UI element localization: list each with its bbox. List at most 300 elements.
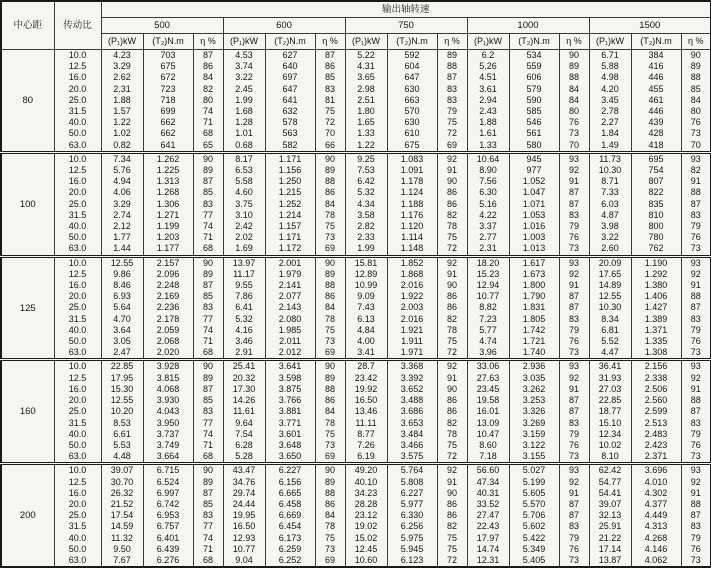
efficiency-cell: 68 <box>193 555 223 567</box>
torque-cell: 1.171 <box>265 152 315 165</box>
power-cell: 3.58 <box>345 210 387 221</box>
ratio-cell: 40.0 <box>54 533 101 544</box>
power-cell: 62.42 <box>589 464 631 477</box>
efficiency-cell: 73 <box>681 555 711 567</box>
efficiency-cell: 82 <box>437 210 467 221</box>
power-cell: 2.27 <box>589 117 631 128</box>
efficiency-cell: 71 <box>193 440 223 451</box>
torque-cell: 5.199 <box>509 477 559 488</box>
efficiency-cell: 89 <box>315 269 345 280</box>
torque-cell: 6.123 <box>387 555 437 567</box>
torque-cell: 1.172 <box>265 243 315 256</box>
table-row <box>1 106 711 117</box>
ratio-cell: 12.5 <box>54 61 101 72</box>
power-cell: 6.81 <box>589 325 631 336</box>
torque-cell: 5.975 <box>387 533 437 544</box>
power-cell: 9.64 <box>223 418 265 429</box>
torque-cell: 3.928 <box>143 360 193 373</box>
efficiency-cell: 87 <box>559 302 589 313</box>
torque-cell: 3.155 <box>509 451 559 464</box>
power-col-header: (P₁)kW <box>101 34 143 50</box>
efficiency-cell: 91 <box>559 280 589 291</box>
power-cell: 8.60 <box>467 440 509 451</box>
efficiency-cell: 88 <box>315 280 345 291</box>
power-cell: 5.76 <box>101 165 143 176</box>
ratio-cell: 10.0 <box>54 256 101 269</box>
efficiency-cell: 87 <box>681 406 711 417</box>
power-cell: 11.17 <box>223 269 265 280</box>
power-cell: 3.22 <box>223 72 265 83</box>
power-col-header: (P₁)kW <box>345 34 387 50</box>
torque-cell: 1.306 <box>143 199 193 210</box>
torque-col-header: (T₂)N.m <box>387 34 437 50</box>
torque-cell: 703 <box>143 50 193 62</box>
efficiency-cell: 73 <box>681 451 711 464</box>
efficiency-cell: 88 <box>559 72 589 83</box>
power-cell: 19.02 <box>345 521 387 532</box>
power-cell: 31.93 <box>589 373 631 384</box>
efficiency-cell: 90 <box>437 176 467 187</box>
power-cell: 5.58 <box>223 176 265 187</box>
power-cell: 14.89 <box>589 280 631 291</box>
power-cell: 27.03 <box>589 384 631 395</box>
power-cell: 6.41 <box>223 302 265 313</box>
torque-cell: 5.570 <box>509 499 559 510</box>
efficiency-cell: 76 <box>681 336 711 347</box>
ratio-cell: 40.0 <box>54 325 101 336</box>
power-cell: 12.55 <box>589 291 631 302</box>
power-cell: 1.44 <box>101 243 143 256</box>
power-cell: 5.26 <box>467 61 509 72</box>
power-cell: 33.06 <box>467 360 509 373</box>
efficiency-cell: 88 <box>681 72 711 83</box>
power-cell: 39.07 <box>589 499 631 510</box>
power-cell: 1.33 <box>345 128 387 139</box>
table-row <box>1 533 711 544</box>
efficiency-cell: 78 <box>315 521 345 532</box>
torque-cell: 2.248 <box>143 280 193 291</box>
torque-cell: 3.488 <box>387 395 437 406</box>
power-cell: 10.20 <box>101 406 143 417</box>
efficiency-cell: 93 <box>559 464 589 477</box>
power-cell: 13.46 <box>345 406 387 417</box>
efficiency-cell: 75 <box>437 117 467 128</box>
torque-cell: 3.696 <box>631 464 681 477</box>
power-cell: 19.92 <box>345 384 387 395</box>
torque-cell: 3.641 <box>265 360 315 373</box>
efficiency-cell: 91 <box>437 373 467 384</box>
center-distance-header: 中心距 <box>1 1 54 50</box>
efficiency-cell: 87 <box>193 488 223 499</box>
torque-cell: 592 <box>387 50 437 62</box>
power-cell: 16.01 <box>467 406 509 417</box>
torque-cell: 1.157 <box>265 221 315 232</box>
efficiency-cell: 68 <box>193 243 223 256</box>
power-cell: 22.85 <box>589 395 631 406</box>
torque-cell: 2.141 <box>265 280 315 291</box>
efficiency-cell: 84 <box>559 84 589 95</box>
torque-cell: 1.199 <box>143 221 193 232</box>
torque-cell: 2.506 <box>631 384 681 395</box>
power-cell: 15.30 <box>101 384 143 395</box>
power-cell: 4.70 <box>101 314 143 325</box>
efficiency-cell: 79 <box>437 106 467 117</box>
torque-cell: 835 <box>631 199 681 210</box>
torque-cell: 3.035 <box>509 373 559 384</box>
table-row <box>1 176 711 187</box>
efficiency-cell: 70 <box>681 140 711 153</box>
center-distance-value: 80 <box>1 50 54 153</box>
ratio-cell: 63.0 <box>54 140 101 153</box>
efficiency-cell: 80 <box>559 106 589 117</box>
power-cell: 9.04 <box>223 555 265 567</box>
torque-cell: 641 <box>143 140 193 153</box>
power-cell: 18.77 <box>589 406 631 417</box>
torque-cell: 5.706 <box>509 510 559 521</box>
efficiency-cell: 73 <box>559 128 589 139</box>
power-cell: 6.61 <box>101 429 143 440</box>
torque-cell: 1.380 <box>631 280 681 291</box>
efficiency-cell: 68 <box>193 451 223 464</box>
efficiency-cell: 92 <box>559 373 589 384</box>
power-cell: 2.51 <box>345 95 387 106</box>
power-cell: 4.23 <box>101 50 143 62</box>
power-cell: 11.61 <box>223 406 265 417</box>
power-cell: 11.32 <box>101 533 143 544</box>
efficiency-cell: 70 <box>315 128 345 139</box>
efficiency-cell: 89 <box>315 373 345 384</box>
efficiency-cell: 73 <box>315 440 345 451</box>
torque-cell: 590 <box>509 95 559 106</box>
efficiency-cell: 91 <box>437 269 467 280</box>
torque-cell: 563 <box>265 128 315 139</box>
torque-cell: 3.749 <box>143 440 193 451</box>
torque-cell: 1.120 <box>387 221 437 232</box>
power-cell: 17.54 <box>101 510 143 521</box>
efficiency-cell: 91 <box>681 488 711 499</box>
torque-cell: 546 <box>509 117 559 128</box>
power-cell: 3.10 <box>223 210 265 221</box>
ratio-cell: 50.0 <box>54 128 101 139</box>
efficiency-cell: 71 <box>193 117 223 128</box>
efficiency-cell: 79 <box>681 533 711 544</box>
table-row <box>1 269 711 280</box>
torque-cell: 3.950 <box>143 418 193 429</box>
torque-cell: 1.852 <box>387 256 437 269</box>
power-cell: 23.12 <box>345 510 387 521</box>
efficiency-cell: 88 <box>681 187 711 198</box>
power-cell: 14.26 <box>223 395 265 406</box>
power-cell: 12.55 <box>101 395 143 406</box>
ratio-cell: 25.0 <box>54 510 101 521</box>
table-row <box>1 440 711 451</box>
efficiency-cell: 73 <box>681 243 711 256</box>
power-cell: 5.16 <box>467 199 509 210</box>
torque-cell: 6.715 <box>143 464 193 477</box>
torque-cell: 1.271 <box>143 210 193 221</box>
efficiency-cell: 90 <box>193 360 223 373</box>
efficiency-cell: 91 <box>681 176 711 187</box>
power-cell: 2.43 <box>467 106 509 117</box>
ratio-cell: 20.0 <box>54 499 101 510</box>
efficiency-cell: 85 <box>193 291 223 302</box>
table-row <box>1 418 711 429</box>
efficiency-cell: 83 <box>559 521 589 532</box>
power-cell: 2.45 <box>223 84 265 95</box>
efficiency-cell: 85 <box>193 187 223 198</box>
power-cell: 11.73 <box>589 152 631 165</box>
efficiency-cell: 87 <box>193 176 223 187</box>
torque-cell: 3.484 <box>387 429 437 440</box>
power-cell: 13.87 <box>589 555 631 567</box>
efficiency-cell: 73 <box>681 347 711 360</box>
efficiency-cell: 87 <box>315 50 345 62</box>
power-cell: 3.65 <box>345 72 387 83</box>
torque-cell: 4.302 <box>631 488 681 499</box>
torque-cell: 3.601 <box>265 429 315 440</box>
efficiency-cell: 85 <box>193 499 223 510</box>
table-row <box>1 464 711 477</box>
efficiency-cell: 75 <box>437 533 467 544</box>
efficiency-col-header: η % <box>315 34 345 50</box>
torque-cell: 697 <box>265 72 315 83</box>
table-row <box>1 499 711 510</box>
efficiency-cell: 89 <box>315 477 345 488</box>
ratio-cell: 10.0 <box>54 152 101 165</box>
power-cell: 6.19 <box>345 451 387 464</box>
torque-cell: 723 <box>143 84 193 95</box>
efficiency-cell: 84 <box>315 510 345 521</box>
efficiency-cell: 83 <box>681 418 711 429</box>
torque-cell: 428 <box>631 128 681 139</box>
torque-cell: 1.985 <box>265 325 315 336</box>
torque-cell: 1.268 <box>143 187 193 198</box>
power-cell: 3.75 <box>223 199 265 210</box>
efficiency-cell: 86 <box>315 499 345 510</box>
torque-col-header: (T₂)N.m <box>265 34 315 50</box>
torque-cell: 6.742 <box>143 499 193 510</box>
efficiency-cell: 76 <box>559 336 589 347</box>
torque-cell: 561 <box>509 128 559 139</box>
table-row <box>1 395 711 406</box>
table-row <box>1 510 711 521</box>
power-cell: 5.22 <box>345 50 387 62</box>
torque-cell: 1.156 <box>265 165 315 176</box>
torque-cell: 6.953 <box>143 510 193 521</box>
efficiency-cell: 68 <box>193 347 223 360</box>
power-cell: 3.46 <box>223 336 265 347</box>
efficiency-cell: 86 <box>193 61 223 72</box>
ratio-cell: 25.0 <box>54 199 101 210</box>
torque-cell: 780 <box>631 232 681 243</box>
power-cell: 1.69 <box>223 243 265 256</box>
efficiency-cell: 72 <box>437 128 467 139</box>
center-distance-value: 125 <box>1 256 54 360</box>
efficiency-cell: 91 <box>437 165 467 176</box>
efficiency-cell: 92 <box>681 373 711 384</box>
efficiency-cell: 75 <box>315 429 345 440</box>
power-cell: 3.74 <box>223 61 265 72</box>
power-cell: 4.98 <box>589 72 631 83</box>
torque-cell: 1.190 <box>631 256 681 269</box>
table-row <box>1 117 711 128</box>
speed-header-500: 500 <box>101 18 223 34</box>
torque-cell: 2.143 <box>265 302 315 313</box>
torque-cell: 446 <box>631 72 681 83</box>
center-distance-value: 160 <box>1 360 54 464</box>
efficiency-cell: 91 <box>437 477 467 488</box>
ratio-cell: 12.5 <box>54 269 101 280</box>
efficiency-cell: 92 <box>559 477 589 488</box>
power-cell: 1.88 <box>101 95 143 106</box>
efficiency-cell: 77 <box>193 210 223 221</box>
power-cell: 10.47 <box>467 429 509 440</box>
torque-cell: 5.764 <box>387 464 437 477</box>
power-cell: 21.52 <box>101 499 143 510</box>
efficiency-cell: 90 <box>437 384 467 395</box>
speed-header-750: 750 <box>345 18 467 34</box>
power-cell: 15.02 <box>345 533 387 544</box>
efficiency-cell: 66 <box>315 140 345 153</box>
torque-cell: 810 <box>631 210 681 221</box>
table-row <box>1 314 711 325</box>
efficiency-cell: 71 <box>193 336 223 347</box>
efficiency-cell: 84 <box>559 95 589 106</box>
power-cell: 13.97 <box>223 256 265 269</box>
table-row <box>1 152 711 165</box>
efficiency-cell: 72 <box>315 117 345 128</box>
torque-cell: 1.053 <box>509 210 559 221</box>
efficiency-cell: 90 <box>193 152 223 165</box>
efficiency-cell: 83 <box>681 314 711 325</box>
torque-cell: 4.068 <box>143 384 193 395</box>
efficiency-cell: 77 <box>193 314 223 325</box>
efficiency-cell: 71 <box>193 544 223 555</box>
ratio-cell: 10.0 <box>54 464 101 477</box>
torque-cell: 2.016 <box>387 280 437 291</box>
efficiency-cell: 88 <box>681 395 711 406</box>
efficiency-cell: 82 <box>437 521 467 532</box>
efficiency-cell: 93 <box>681 360 711 373</box>
efficiency-cell: 71 <box>193 232 223 243</box>
power-cell: 3.05 <box>101 336 143 347</box>
power-cell: 54.41 <box>589 488 631 499</box>
efficiency-cell: 89 <box>559 61 589 72</box>
torque-cell: 582 <box>265 140 315 153</box>
torque-cell: 1.071 <box>509 199 559 210</box>
ratio-cell: 10.0 <box>54 360 101 373</box>
efficiency-col-header: η % <box>193 34 223 50</box>
torque-cell: 5.422 <box>509 533 559 544</box>
torque-cell: 6.665 <box>265 488 315 499</box>
ratio-cell: 50.0 <box>54 440 101 451</box>
torque-cell: 4.313 <box>631 521 681 532</box>
torque-cell: 2.560 <box>631 395 681 406</box>
efficiency-cell: 74 <box>193 429 223 440</box>
torque-cell: 1.805 <box>509 314 559 325</box>
efficiency-cell: 69 <box>315 243 345 256</box>
power-cell: 4.47 <box>589 347 631 360</box>
power-cell: 36.41 <box>589 360 631 373</box>
power-cell: 40.31 <box>467 488 509 499</box>
efficiency-cell: 86 <box>437 395 467 406</box>
efficiency-cell: 90 <box>315 256 345 269</box>
power-cell: 3.96 <box>467 347 509 360</box>
efficiency-cell: 84 <box>681 95 711 106</box>
torque-cell: 6.156 <box>265 477 315 488</box>
efficiency-cell: 72 <box>437 243 467 256</box>
efficiency-cell: 69 <box>315 555 345 567</box>
power-cell: 1.22 <box>345 140 387 153</box>
torque-cell: 1.673 <box>509 269 559 280</box>
efficiency-cell: 86 <box>437 187 467 198</box>
torque-cell: 6.256 <box>387 521 437 532</box>
torque-cell: 762 <box>631 243 681 256</box>
power-cell: 7.56 <box>467 176 509 187</box>
torque-cell: 4.010 <box>631 477 681 488</box>
torque-cell: 2.011 <box>265 336 315 347</box>
power-cell: 5.77 <box>467 325 509 336</box>
torque-cell: 662 <box>143 128 193 139</box>
table-row <box>1 429 711 440</box>
torque-cell: 1.262 <box>143 152 193 165</box>
torque-cell: 1.868 <box>387 269 437 280</box>
efficiency-cell: 90 <box>315 152 345 165</box>
efficiency-cell: 89 <box>193 269 223 280</box>
power-cell: 12.31 <box>467 555 509 567</box>
efficiency-cell: 93 <box>559 360 589 373</box>
power-cell: 20.32 <box>223 373 265 384</box>
power-cell: 17.30 <box>223 384 265 395</box>
torque-col-header: (T₂)N.m <box>143 34 193 50</box>
power-cell: 5.32 <box>223 314 265 325</box>
torque-cell: 585 <box>509 106 559 117</box>
power-cell: 1.88 <box>467 117 509 128</box>
torque-cell: 1.176 <box>387 210 437 221</box>
torque-cell: 6.757 <box>143 521 193 532</box>
torque-cell: 1.308 <box>631 347 681 360</box>
efficiency-cell: 85 <box>681 84 711 95</box>
efficiency-cell: 73 <box>315 232 345 243</box>
power-cell: 2.02 <box>223 232 265 243</box>
torque-cell: 5.605 <box>509 488 559 499</box>
torque-cell: 3.664 <box>143 451 193 464</box>
ratio-cell: 20.0 <box>54 291 101 302</box>
torque-cell: 630 <box>387 117 437 128</box>
power-cell: 7.26 <box>345 440 387 451</box>
power-cell: 5.88 <box>589 61 631 72</box>
efficiency-cell: 83 <box>681 521 711 532</box>
center-distance-value: 200 <box>1 464 54 567</box>
ratio-cell: 12.5 <box>54 373 101 384</box>
torque-col-header: (T₂)N.m <box>631 34 681 50</box>
power-cell: 2.74 <box>101 210 143 221</box>
power-cell: 40.10 <box>345 477 387 488</box>
efficiency-cell: 78 <box>315 210 345 221</box>
power-cell: 9.86 <box>101 269 143 280</box>
power-cell: 2.98 <box>345 84 387 95</box>
efficiency-cell: 76 <box>559 232 589 243</box>
efficiency-cell: 92 <box>681 477 711 488</box>
efficiency-cell: 93 <box>681 152 711 165</box>
ratio-cell: 63.0 <box>54 451 101 464</box>
torque-cell: 2.178 <box>143 314 193 325</box>
torque-cell: 2.599 <box>631 406 681 417</box>
ratio-cell: 40.0 <box>54 429 101 440</box>
torque-cell: 418 <box>631 140 681 153</box>
table-row <box>1 360 711 373</box>
torque-cell: 5.602 <box>509 521 559 532</box>
